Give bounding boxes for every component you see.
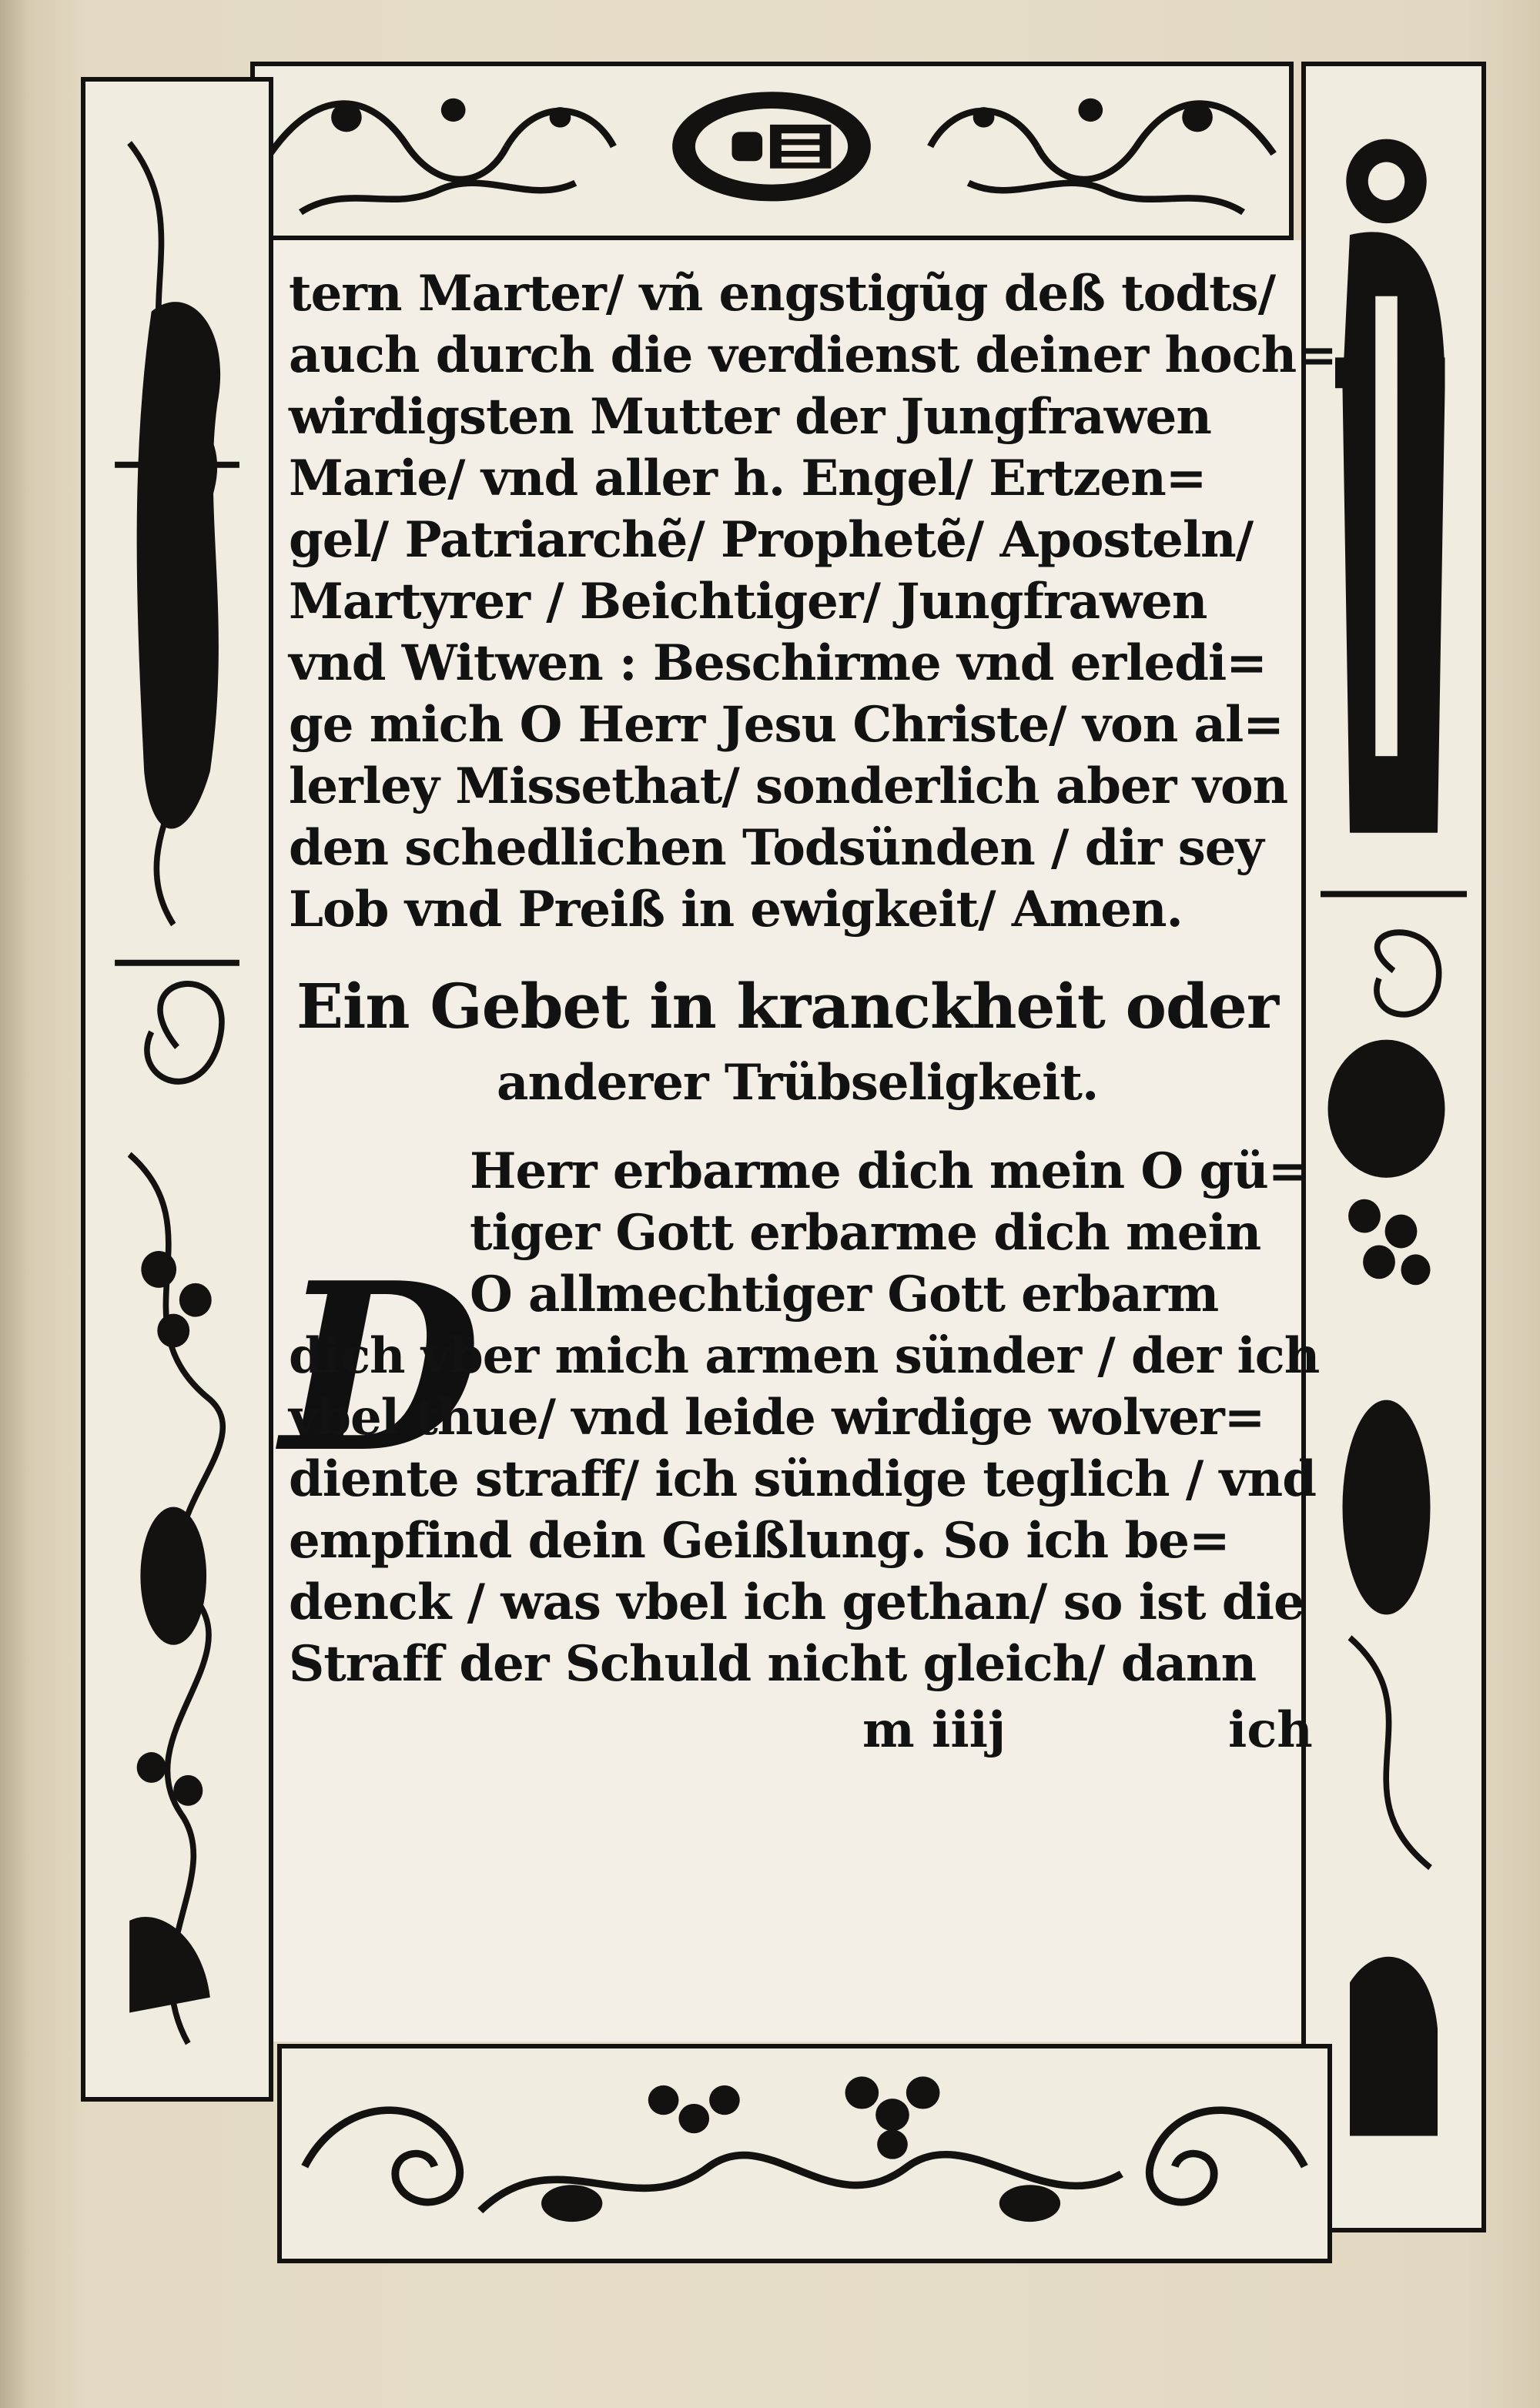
text-line: wirdigsten Mutter der Jungfrawen	[289, 388, 1211, 446]
catchword: ich	[1228, 1701, 1313, 1759]
text-line: denck / was vbel ich gethan/ so ist die	[289, 1574, 1304, 1631]
foliage-ornament-icon	[85, 82, 269, 2097]
text-line: dich vber mich armen sünder / der ich	[289, 1327, 1320, 1385]
figure-ornament-icon	[1306, 66, 1481, 2228]
signature-mark: m iiij	[862, 1701, 1006, 1759]
section-subheading: anderer Trübseligkeit.	[497, 1054, 1099, 1112]
text-line: den schedlichen Todsünden / dir sey	[289, 819, 1264, 877]
text-block	[273, 240, 1337, 2042]
grape-vine-ornament-icon	[282, 2048, 1327, 2259]
text-line: tiger Gott erbarme dich mein	[470, 1204, 1261, 1262]
text-line: Martyrer / Beichtiger/ Jungfrawen	[289, 573, 1207, 630]
section-heading: Ein Gebet in kranckheit oder	[296, 970, 1278, 1042]
woodcut-border-right	[1301, 62, 1486, 2232]
text-line: gel/ Patriarchẽ/ Prophetẽ/ Aposteln/	[289, 511, 1254, 569]
text-line: Lob vnd Preiß in ewigkeit/ Amen.	[289, 881, 1183, 938]
text-line: Marie/ vnd aller h. Engel/ Ertzen=	[289, 450, 1207, 507]
drop-capital-letter: D	[281, 1232, 482, 1503]
ornament-icon	[255, 66, 1289, 236]
woodcut-border-top	[250, 62, 1294, 240]
woodcut-border-left	[81, 77, 273, 2102]
text-line: O allmechtiger Gott erbarm	[470, 1266, 1219, 1323]
text-line: diente straff/ ich sündige teglich / vnd	[289, 1450, 1316, 1508]
text-line: auch durch die verdienst deiner hoch=	[289, 326, 1337, 384]
text-line: Straff der Schuld nicht gleich/ dann	[289, 1635, 1257, 1693]
text-line: empfind dein Geißlung. So ich be=	[289, 1512, 1230, 1570]
woodcut-border-bottom	[277, 2044, 1332, 2263]
text-line: vnd Witwen : Beschirme vnd erledi=	[289, 634, 1267, 692]
text-line: ge mich O Herr Jesu Christe/ von al=	[289, 696, 1284, 754]
text-line: Herr erbarme dich mein O gü=	[470, 1142, 1309, 1200]
text-line: lerley Missethat/ sonderlich aber von	[289, 758, 1288, 815]
text-line: tern Marter/ vñ engstigũg deß todts/	[289, 265, 1276, 323]
text-line: vbel thue/ vnd leide wirdige wolver=	[289, 1389, 1265, 1446]
